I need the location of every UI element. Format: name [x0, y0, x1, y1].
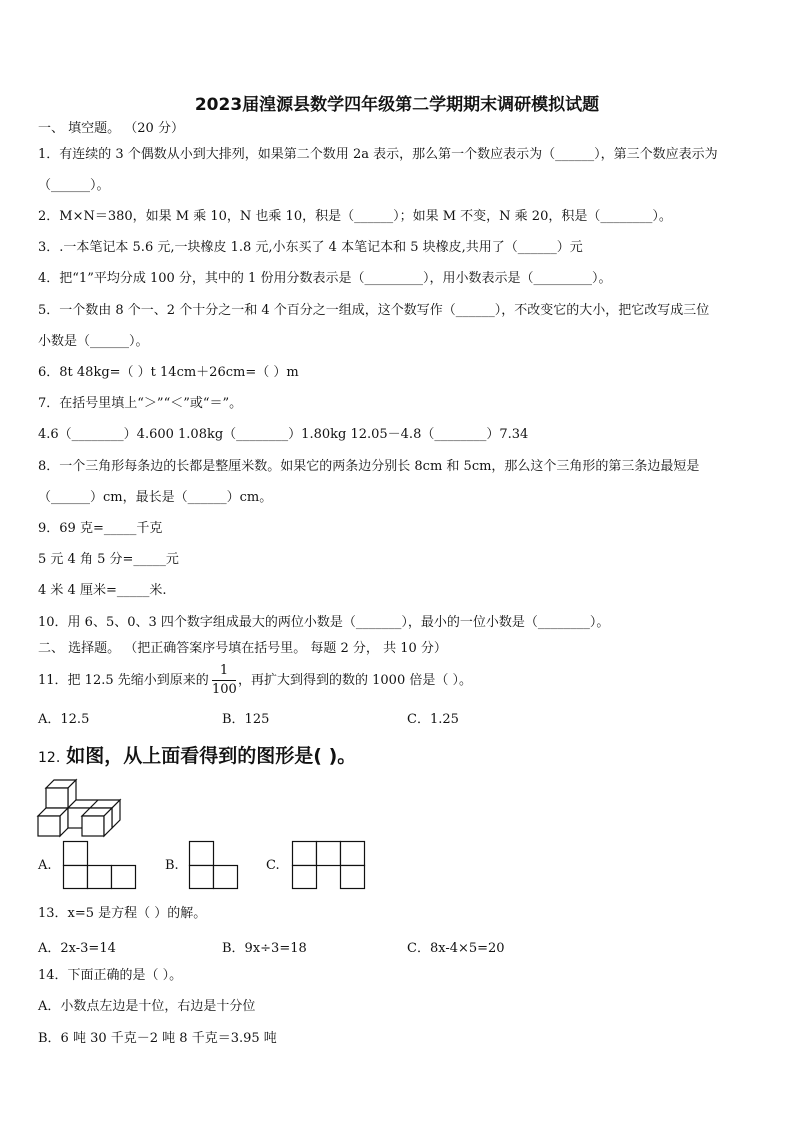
question-8-line-2: （______）cm，最长是（______）cm。	[38, 490, 273, 505]
question-3: 3．.一本笔记本 5.6 元,一块橡皮 1.8 元,小东买了 4 本笔记本和 5 块橡皮,共用了（______）元	[38, 240, 583, 255]
question-12-number: 12.	[38, 750, 61, 766]
cube-stack-figure	[38, 778, 128, 836]
page-title: 2023届湟源县数学四年级第二学期期末调研模拟试题	[194, 95, 600, 115]
question-12-option-b-label: B.	[165, 858, 179, 873]
question-13-option-a: A．2x-3=14	[38, 941, 116, 956]
question-4: 4．把“1”平均分成 100 分，其中的 1 份用分数表示是（_________），用小数表示是（_________）。	[38, 271, 612, 286]
question-14-option-a: A．小数点左边是十位，右边是十分位	[38, 999, 256, 1014]
fraction-numerator: 1	[212, 662, 236, 681]
question-11-option-a: A．12.5	[38, 712, 90, 727]
question-2: 2．M×N＝380，如果 M 乘 10，N 也乘 10，积是（______）；如果 M 不变，N 乘 20，积是（________）。	[38, 209, 672, 224]
question-12-option-c-label: C.	[266, 858, 280, 873]
question-1-line-2: （______）。	[38, 178, 110, 193]
question-5-line-2: 小数是（______）。	[38, 334, 149, 349]
section-heading-choice: 二、 选择题。 （把正确答案序号填在括号里。 每题 2 分， 共 10 分）	[38, 641, 447, 656]
question-6: 6．8t 48kg=（ ）t 14cm＋26cm=（ ）m	[38, 365, 299, 380]
question-14-option-b: B．6 吨 30 千克－2 吨 8 千克＝3.95 吨	[38, 1031, 277, 1046]
option-a-grid-figure	[63, 841, 137, 889]
question-9-part-1: 9．69 克=_____千克	[38, 521, 163, 536]
question-8-line-1: 8．一个三角形每条边的长都是整厘米数。如果它的两条边分别长 8cm 和 5cm，那么这个三角形的第三条边最短是	[38, 459, 700, 474]
question-7: 7．在括号里填上“＞”“＜”或“＝”。	[38, 396, 243, 411]
question-11-option-c: C．1.25	[407, 712, 459, 727]
option-b-grid-figure	[189, 841, 239, 889]
fraction-one-hundredth	[212, 662, 236, 699]
option-c-grid-figure	[292, 841, 366, 889]
question-13-option-c: C．8x-4×5=20	[407, 941, 505, 956]
question-11-stem-start: 11．把 12.5 先缩小到原来的	[38, 673, 209, 688]
question-11-stem-end: ，再扩大到得到的数的 1000 倍是（ ）。	[238, 673, 472, 688]
question-7-items: 4.6（________）4.600 1.08kg（________）1.80kg 12.05－4.8（________）7.34	[38, 427, 529, 442]
question-1-line-1: 1．有连续的 3 个偶数从小到大排列，如果第二个数用 2a 表示，那么第一个数应表示为（______），第三个数应表示为	[38, 147, 718, 162]
question-14-stem: 14．下面正确的是（ ）。	[38, 968, 183, 983]
question-11-option-b: B．125	[222, 712, 270, 727]
question-12-stem	[38, 741, 356, 768]
question-13-stem: 13．x=5 是方程（ ）的解。	[38, 906, 207, 921]
section-heading-fill: 一、 填空题。 （20 分）	[38, 121, 184, 136]
fraction-denominator: 100	[212, 682, 237, 697]
question-9-part-2: 5 元 4 角 5 分=_____元	[38, 552, 179, 567]
question-12-option-a-label: A.	[38, 858, 52, 873]
question-12-text: 如图，从上面看得到的图形是( )。	[66, 745, 357, 767]
question-9-part-3: 4 米 4 厘米=_____米.	[38, 583, 167, 598]
question-5-line-1: 5．一个数由 8 个一、2 个十分之一和 4 个百分之一组成，这个数写作（______），不改变它的大小，把它改写成三位	[38, 303, 710, 318]
question-13-option-b: B．9x÷3=18	[222, 941, 307, 956]
question-10: 10．用 6、5、0、3 四个数字组成最大的两位小数是（_______），最小的一位小数是（________）。	[38, 615, 610, 630]
